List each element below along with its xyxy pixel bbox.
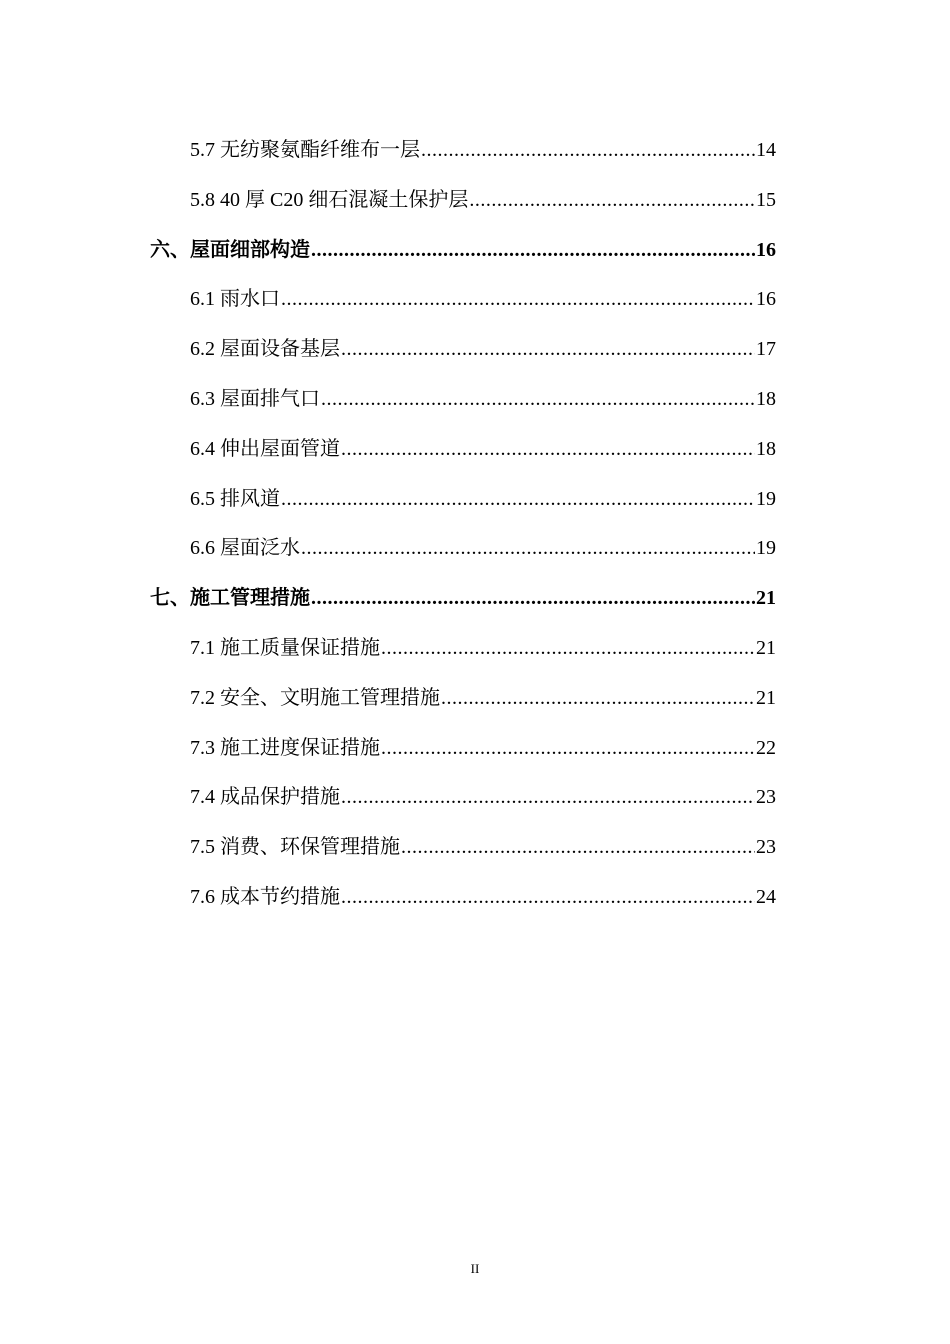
toc-entry-page-number: 22 (756, 736, 776, 759)
toc-chapter-entry[interactable] (150, 226, 776, 276)
toc-entry-title: 7.3 施工进度保证措施 (190, 736, 380, 759)
toc-section-entry[interactable] (150, 176, 776, 226)
toc-dot-leader (421, 126, 755, 176)
toc-entry-title: 六、屋面细部构造 (150, 238, 310, 261)
table-of-contents (150, 126, 776, 923)
toc-entry-title: 6.5 排风道 (190, 487, 280, 510)
toc-section-entry[interactable] (150, 425, 776, 475)
toc-section-entry[interactable] (150, 325, 776, 375)
toc-section-entry[interactable] (150, 475, 776, 525)
toc-entry-page-number: 19 (756, 487, 776, 510)
toc-dot-leader (381, 724, 755, 774)
toc-section-entry[interactable] (150, 524, 776, 574)
toc-entry-page-number: 15 (756, 188, 776, 211)
toc-entry-page-number: 17 (756, 338, 776, 361)
toc-section-entry[interactable] (150, 873, 776, 923)
toc-dot-leader (441, 674, 755, 724)
toc-dot-leader (341, 325, 755, 375)
toc-entry-page-number: 21 (756, 686, 776, 709)
toc-entry-page-number: 23 (756, 786, 776, 809)
toc-dot-leader (311, 226, 755, 276)
toc-entry-page-number: 18 (756, 387, 776, 410)
toc-entry-page-number: 19 (756, 537, 776, 560)
toc-dot-leader (341, 425, 755, 475)
toc-entry-title: 7.2 安全、文明施工管理措施 (190, 686, 440, 709)
toc-section-entry[interactable] (150, 624, 776, 674)
toc-entry-title: 7.6 成本节约措施 (190, 885, 340, 908)
toc-entry-page-number: 16 (756, 288, 776, 311)
toc-entry-page-number: 14 (756, 139, 776, 161)
toc-dot-leader (469, 176, 755, 226)
toc-section-entry[interactable] (150, 674, 776, 724)
toc-entry-title: 7.5 消费、环保管理措施 (190, 836, 400, 859)
toc-entry-title: 5.8 40 厚 C20 细石混凝土保护层 (190, 188, 469, 211)
toc-entry-title: 6.2 屋面设备基层 (190, 338, 340, 361)
toc-dot-leader (381, 624, 755, 674)
toc-entry-page-number: 24 (756, 885, 776, 908)
toc-entry-title: 5.7 无纺聚氨酯纤维布一层 (190, 139, 420, 161)
toc-section-entry[interactable] (150, 126, 776, 176)
toc-chapter-entry[interactable] (150, 574, 776, 624)
toc-dot-leader (321, 375, 755, 425)
toc-dot-leader (341, 773, 755, 823)
toc-entry-title: 7.4 成品保护措施 (190, 786, 340, 809)
toc-entry-title: 6.1 雨水口 (190, 288, 280, 311)
toc-entry-page-number: 21 (756, 587, 776, 610)
toc-entry-title: 6.6 屋面泛水 (190, 537, 300, 560)
toc-entry-title: 6.4 伸出屋面管道 (190, 437, 340, 460)
toc-entry-title: 6.3 屋面排气口 (190, 387, 320, 410)
toc-entry-page-number: 23 (756, 836, 776, 859)
toc-dot-leader (281, 275, 755, 325)
toc-section-entry[interactable] (150, 275, 776, 325)
toc-entry-title: 七、施工管理措施 (150, 587, 310, 610)
toc-section-entry[interactable] (150, 823, 776, 873)
toc-dot-leader (311, 574, 755, 624)
page-number: II (470, 1261, 480, 1276)
toc-entry-page-number: 18 (756, 437, 776, 460)
toc-dot-leader (401, 823, 755, 873)
toc-section-entry[interactable] (150, 773, 776, 823)
toc-section-entry[interactable] (150, 375, 776, 425)
toc-dot-leader (341, 873, 755, 923)
toc-entry-page-number: 21 (756, 636, 776, 659)
toc-section-entry[interactable] (150, 724, 776, 774)
toc-entry-page-number: 16 (756, 238, 776, 261)
toc-entry-title: 7.1 施工质量保证措施 (190, 636, 380, 659)
toc-dot-leader (281, 475, 755, 525)
toc-dot-leader (301, 524, 755, 574)
